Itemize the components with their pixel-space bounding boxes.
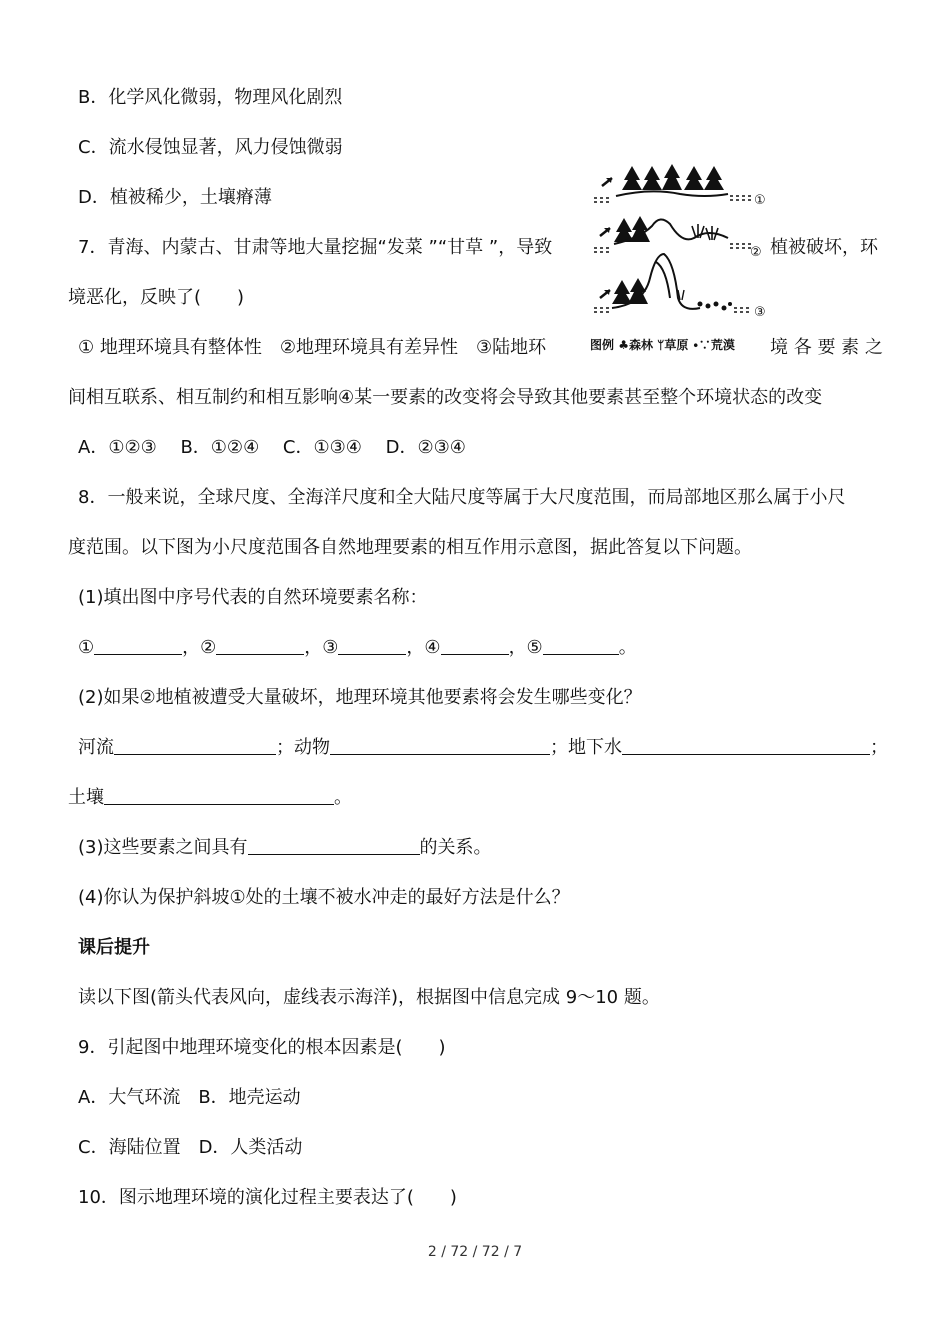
question-8-stem: 8．一般来说，全球尺度、全海洋尺度和全大陆尺度等属于大尺度范围，而局部地区那么属于小尺 <box>78 487 846 508</box>
section-heading: 课后提升 <box>78 937 150 958</box>
question-9-options-cd: C．海陆位置 D．人类活动 <box>78 1137 303 1158</box>
grass-icon: ᛘ <box>657 338 665 352</box>
option-b-q6: B．化学风化微弱，物理风化剧烈 <box>78 87 343 108</box>
question-8-stem-cont: 度范围。以下图为小尺度范围各自然地理要素的相互作用示意图，据此答复以下问题。 <box>68 537 752 558</box>
question-8-part-1-blanks: ① ，② ，③ ，④ ，⑤ 。 <box>78 637 637 658</box>
answer-blank-1[interactable] <box>94 636 182 655</box>
question-8-part-2: (2)如果②地植被遭受大量破坏，地理环境其他要素将会发生哪些变化？ <box>78 687 642 708</box>
question-7-stem-cont: 境恶化，反映了( ) <box>68 287 245 308</box>
question-10-stem: 10．图示地理环境的演化过程主要表达了( ) <box>78 1187 457 1208</box>
figure-label-2: ② <box>750 245 762 260</box>
question-8-part-2-blanks: 河流 ；动物 ；地下水 ； <box>78 737 888 758</box>
legend-forest: 森林 <box>628 338 653 352</box>
answer-blank-groundwater[interactable] <box>622 736 870 755</box>
answer-blank-4[interactable] <box>441 636 509 655</box>
question-9-options-ab: A．大气环流 B．地壳运动 <box>78 1087 301 1108</box>
legend-title: 图例 <box>590 338 615 352</box>
question-8-part-1: (1)填出图中序号代表的自然环境要素名称： <box>78 587 428 608</box>
row-grassland <box>594 216 762 260</box>
answer-blank-river[interactable] <box>114 736 276 755</box>
legend-desert: 荒漠 <box>710 338 735 352</box>
answer-blank-3[interactable] <box>338 636 406 655</box>
question-7-stem-tail: 植被破坏，环 <box>770 237 878 258</box>
question-8-part-2-soil: 土壤 。 <box>68 787 352 808</box>
question-7-options: A．①②③ B．①②④ C．①③④ D．②③④ <box>78 437 466 458</box>
legend-grassland: 草原 <box>664 338 689 352</box>
questions-9-10-intro: 读以下图(箭头代表风向，虚线表示海洋)，根据图中信息完成 9～10 题。 <box>78 987 660 1008</box>
environment-evolution-figure <box>590 158 772 348</box>
answer-blank-5[interactable] <box>543 636 619 655</box>
figure-label-1: ① <box>754 193 766 208</box>
page-number: 2 / 72 / 72 / 7 <box>427 1244 523 1260</box>
figure-label-3: ③ <box>754 305 766 320</box>
answer-blank-soil[interactable] <box>104 786 334 805</box>
question-7-statements: ① 地理环境具有整体性 ②地理环境具有差异性 ③陆地环 <box>78 337 547 358</box>
row-desert <box>594 254 766 320</box>
option-c-q6: C．流水侵蚀显著，风力侵蚀微弱 <box>78 137 343 158</box>
question-7-stem: 7．青海、内蒙古、甘肃等地大量挖掘“发菜 ”“甘草 ”，导致 <box>78 237 553 258</box>
answer-blank-2[interactable] <box>216 636 304 655</box>
row-forest <box>594 164 766 208</box>
question-9-stem: 9．引起图中地理环境变化的根本因素是( ) <box>78 1037 446 1058</box>
forest-icon: ♣ <box>618 338 629 352</box>
desert-dots-icon: ∙∵ <box>692 338 711 352</box>
answer-blank-animal[interactable] <box>330 736 550 755</box>
question-8-part-3: (3)这些要素之间具有 的关系。 <box>78 837 492 858</box>
question-8-part-4: (4)你认为保护斜坡①处的土壤不被水冲走的最好方法是什么？ <box>78 887 570 908</box>
question-7-statements-cont: 间相互联系、相互制约和相互影响④某一要素的改变将会导致其他要素甚至整个环境状态的改变 <box>68 387 823 408</box>
question-7-statements-tail: 境 各 要 素 之 <box>770 337 883 358</box>
figure-legend <box>590 336 770 354</box>
option-d-q6: D．植被稀少，土壤瘠薄 <box>78 187 272 208</box>
answer-blank-relation[interactable] <box>248 836 420 855</box>
